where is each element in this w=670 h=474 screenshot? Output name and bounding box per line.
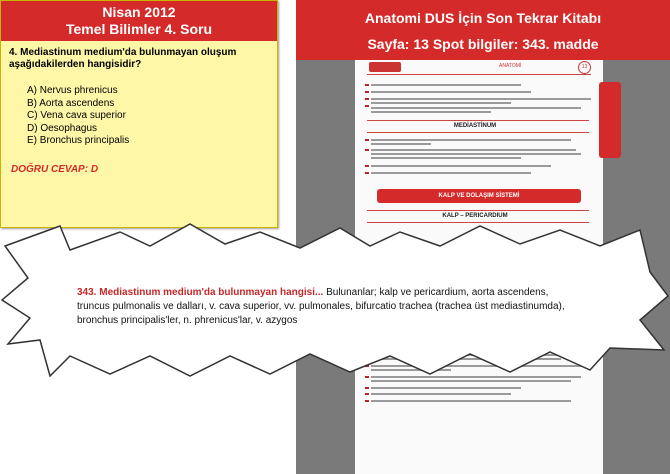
- section-mediastinum: MEDİASTİNUM: [453, 123, 497, 129]
- page-number: 13: [578, 61, 591, 74]
- option-c: C) Vena cava superior: [27, 110, 126, 121]
- book-title: Anatomi DUS İçin Son Tekrar Kitabı: [364, 10, 602, 26]
- correct-answer: DOĞRU CEVAP: D: [11, 163, 99, 175]
- option-b: B) Aorta ascendens: [27, 97, 115, 109]
- book-subtitle: Sayfa: 13 Spot bilgiler: 343. madde: [367, 36, 599, 52]
- callout-prefix: 343. Mediastinum medium'da bulunmayan hangisi...: [77, 287, 324, 298]
- section-kalp-banner: KALP VE DOLAŞIM SİSTEMİ: [377, 189, 581, 203]
- callout-body: Bulunanlar; kalp ve pericardium, aorta ascendens, truncus pulmonalis ve dalları, v. cava superior, vv. pulmonales, bifurcatio trachea (trachea üst mediastinumda), bronchus principalis'ler, n. phrenicus'lar, v. azygos: [77, 287, 565, 326]
- question-card-title-line2: Temel Bilimler 4. Soru: [65, 21, 212, 37]
- callout-text: [77, 286, 577, 328]
- page-header-label: ANATOMİ: [499, 63, 522, 69]
- section-pericardium: KALP – PERICARDIUM: [442, 213, 508, 219]
- option-e: E) Bronchus principalis: [27, 135, 130, 146]
- option-a: A) Nervus phrenicus: [27, 85, 118, 96]
- question-text: 4. Mediastinum medium'da bulunmayan oluşum aşağıdakilerden hangisidir?: [9, 47, 237, 70]
- question-card-title-line1: Nisan 2012: [102, 4, 176, 20]
- option-d: D) Oesophagus: [27, 122, 98, 134]
